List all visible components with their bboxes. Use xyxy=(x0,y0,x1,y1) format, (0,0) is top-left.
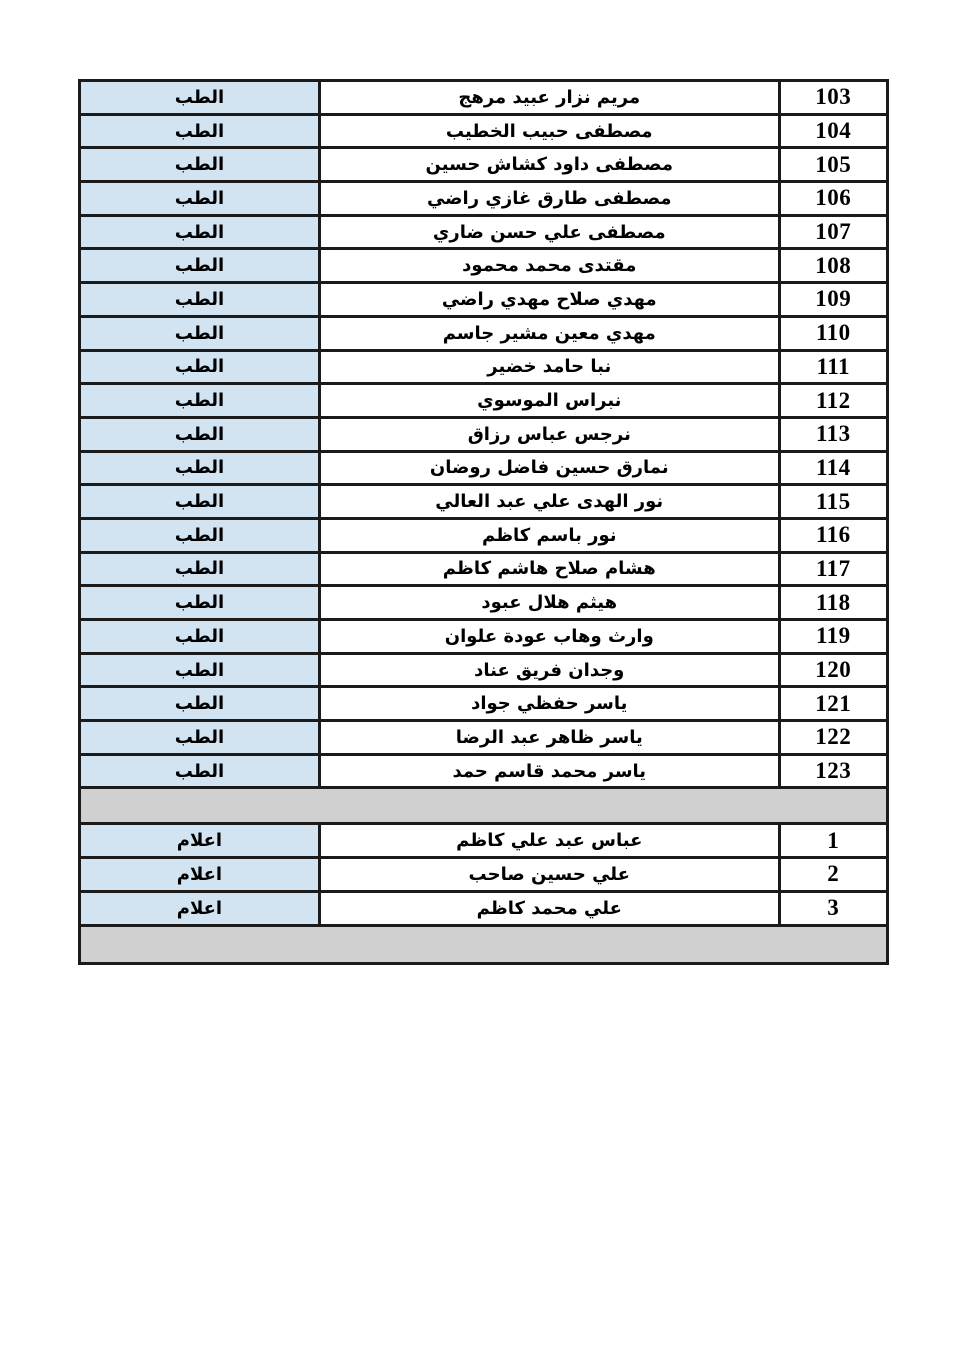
student-name-cell: نبراس الموسوي xyxy=(319,384,779,418)
department-cell: الطب xyxy=(80,283,320,317)
row-number-cell: 123 xyxy=(779,754,887,788)
row-number-cell: 3 xyxy=(779,891,887,925)
table-row xyxy=(80,620,888,654)
department-cell: الطب xyxy=(80,114,320,148)
row-number-cell: 119 xyxy=(779,620,887,654)
row-number-cell: 121 xyxy=(779,687,887,721)
row-number-cell: 115 xyxy=(779,485,887,519)
department-cell: الطب xyxy=(80,620,320,654)
student-name-cell: مهدي صلاح مهدي راضي xyxy=(319,283,779,317)
row-number-cell: 108 xyxy=(779,249,887,283)
table-row xyxy=(80,350,888,384)
table-row xyxy=(80,754,888,788)
row-number-cell: 2 xyxy=(779,858,887,892)
row-number-cell: 112 xyxy=(779,384,887,418)
table-row xyxy=(80,283,888,317)
row-number-cell: 111 xyxy=(779,350,887,384)
row-number-cell: 114 xyxy=(779,451,887,485)
row-number-cell: 113 xyxy=(779,417,887,451)
student-name-cell: وارث وهاب عودة علوان xyxy=(319,620,779,654)
student-name-cell: نمارق حسين فاضل روضان xyxy=(319,451,779,485)
department-cell: الطب xyxy=(80,451,320,485)
table-row xyxy=(80,858,888,892)
row-number-cell: 116 xyxy=(779,518,887,552)
separator-cell xyxy=(80,788,888,824)
table-row xyxy=(80,485,888,519)
student-name-cell: مهدي معين مشير جاسم xyxy=(319,316,779,350)
student-name-cell: هيثم هلال عبود xyxy=(319,586,779,620)
table-row xyxy=(80,114,888,148)
student-name-cell: مصطفى علي حسن ضاري xyxy=(319,215,779,249)
student-name-cell: نرجس عباس رزاق xyxy=(319,417,779,451)
table-row xyxy=(80,451,888,485)
department-cell: الطب xyxy=(80,518,320,552)
table-row xyxy=(80,586,888,620)
row-number-cell: 120 xyxy=(779,653,887,687)
table-row xyxy=(80,81,888,115)
table-row xyxy=(80,721,888,755)
student-name-cell: مريم نزار عبيد مرهج xyxy=(319,81,779,115)
department-cell: الطب xyxy=(80,81,320,115)
student-name-cell: نور الهدى علي عبد العالي xyxy=(319,485,779,519)
row-number-cell: 103 xyxy=(779,81,887,115)
department-cell: الطب xyxy=(80,215,320,249)
table-row xyxy=(80,215,888,249)
table-row xyxy=(80,891,888,925)
student-name-cell: مقتدى محمد محمود xyxy=(319,249,779,283)
student-name-cell: نور باسم كاظم xyxy=(319,518,779,552)
student-name-cell: ياسر حفظي جواد xyxy=(319,687,779,721)
table-row xyxy=(80,148,888,182)
department-cell: اعلام xyxy=(80,858,320,892)
student-name-cell: عباس عبد علي كاظم xyxy=(319,824,779,858)
row-number-cell: 107 xyxy=(779,215,887,249)
student-name-cell: مصطفى داود كشاش حسين xyxy=(319,148,779,182)
department-cell: الطب xyxy=(80,316,320,350)
table-row xyxy=(80,182,888,216)
student-name-cell: مصطفى حبيب الخطيب xyxy=(319,114,779,148)
student-name-cell: هشام صلاح هاشم كاظم xyxy=(319,552,779,586)
table-row xyxy=(80,653,888,687)
department-cell: الطب xyxy=(80,687,320,721)
table-row xyxy=(80,316,888,350)
department-cell: الطب xyxy=(80,721,320,755)
department-cell: الطب xyxy=(80,182,320,216)
department-cell: الطب xyxy=(80,384,320,418)
student-name-cell: علي محمد كاظم xyxy=(319,891,779,925)
department-cell: الطب xyxy=(80,552,320,586)
department-cell: الطب xyxy=(80,586,320,620)
separator-row xyxy=(80,925,888,963)
table-row xyxy=(80,249,888,283)
department-cell: الطب xyxy=(80,148,320,182)
row-number-cell: 118 xyxy=(779,586,887,620)
table-row xyxy=(80,824,888,858)
students-table xyxy=(78,79,889,965)
department-cell: الطب xyxy=(80,417,320,451)
row-number-cell: 110 xyxy=(779,316,887,350)
row-number-cell: 109 xyxy=(779,283,887,317)
department-cell: الطب xyxy=(80,485,320,519)
student-name-cell: علي حسين صاحب xyxy=(319,858,779,892)
table-row xyxy=(80,552,888,586)
department-cell: اعلام xyxy=(80,824,320,858)
student-name-cell: مصطفى طارق غازي راضي xyxy=(319,182,779,216)
students-table-body xyxy=(80,81,888,964)
table-row xyxy=(80,384,888,418)
student-name-cell: ياسر ظاهر عبد الرضا xyxy=(319,721,779,755)
department-cell: الطب xyxy=(80,653,320,687)
department-cell: اعلام xyxy=(80,891,320,925)
row-number-cell: 1 xyxy=(779,824,887,858)
department-cell: الطب xyxy=(80,249,320,283)
table-row xyxy=(80,687,888,721)
table-row xyxy=(80,417,888,451)
department-cell: الطب xyxy=(80,754,320,788)
department-cell: الطب xyxy=(80,350,320,384)
row-number-cell: 122 xyxy=(779,721,887,755)
row-number-cell: 117 xyxy=(779,552,887,586)
table-row xyxy=(80,518,888,552)
row-number-cell: 105 xyxy=(779,148,887,182)
row-number-cell: 104 xyxy=(779,114,887,148)
student-name-cell: وجدان فريق عناد xyxy=(319,653,779,687)
student-name-cell: نبا حامد خضير xyxy=(319,350,779,384)
row-number-cell: 106 xyxy=(779,182,887,216)
separator-cell xyxy=(80,925,888,963)
table-container xyxy=(78,79,889,965)
separator-row xyxy=(80,788,888,824)
student-name-cell: ياسر محمد قاسم حمد xyxy=(319,754,779,788)
